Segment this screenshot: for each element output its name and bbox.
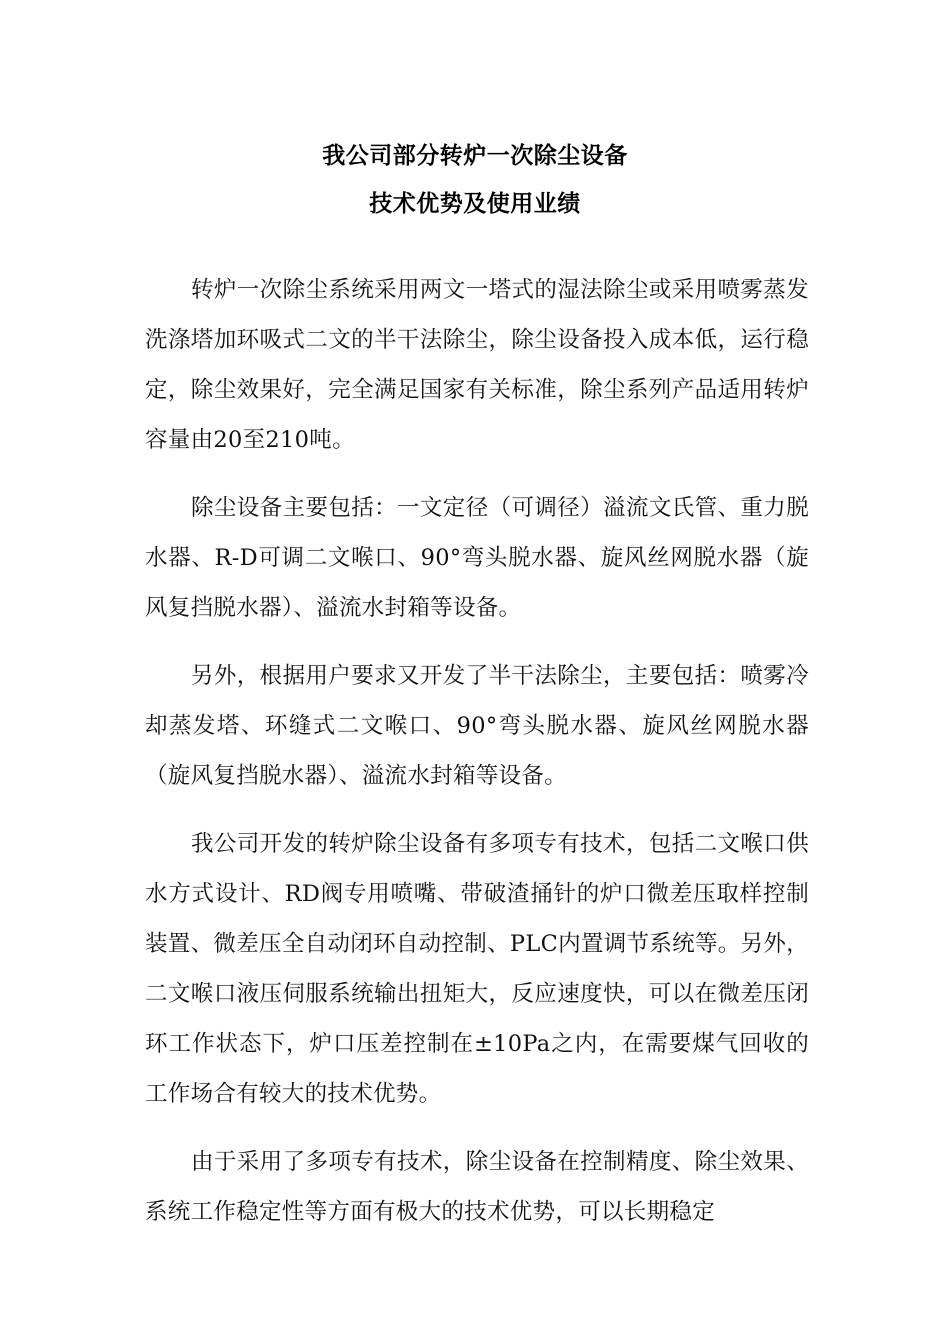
paragraph-advantages: 由于采用了多项专有技术，除尘设备在控制精度、除尘效果、系统工作稳定性等方面有极大的技术优势，可以长期稳定 [145,1149,809,1225]
document-body [145,265,809,1255]
paragraph-semi-dry: 另外，根据用户要求又开发了半干法除尘，主要包括：喷雾冷却蒸发塔、环缝式二文喉口、90°弯头脱水器、旋风丝网脱水器（旋风复挡脱水器）、溢流水封箱等设备。 [145,663,809,789]
document-title-line-1: 我公司部分转炉一次除尘设备 [322,143,628,169]
paragraph-technology: 我公司开发的转炉除尘设备有多项专有技术，包括二文喉口供水方式设计、RD阀专用喷嘴、带破渣捅针的炉口微差压取样控制装置、微差压全自动闭环自动控制、PLC内置调节系统等。另外，二文喉口液压伺服系统输出扭矩大，反应速度快，可以在微差压闭环工作状态下，炉口压差控制在±10Pa之内，在需要煤气回收的工作场合有较大的技术优势。 [145,831,809,1107]
document-title-line-2: 技术优势及使用业绩 [369,191,581,217]
paragraph-intro: 转炉一次除尘系统采用两文一塔式的湿法除尘或采用喷雾蒸发洗涤塔加环吸式二文的半干法除尘，除尘设备投入成本低，运行稳定，除尘效果好，完全满足国家有关标准，除尘系列产品适用转炉容量由20至210吨。 [145,277,809,453]
paragraph-equipment: 除尘设备主要包括：一文定径（可调径）溢流文氏管、重力脱水器、R-D可调二文喉口、90°弯头脱水器、旋风丝网脱水器（旋风复挡脱水器）、溢流水封箱等设备。 [145,495,809,621]
